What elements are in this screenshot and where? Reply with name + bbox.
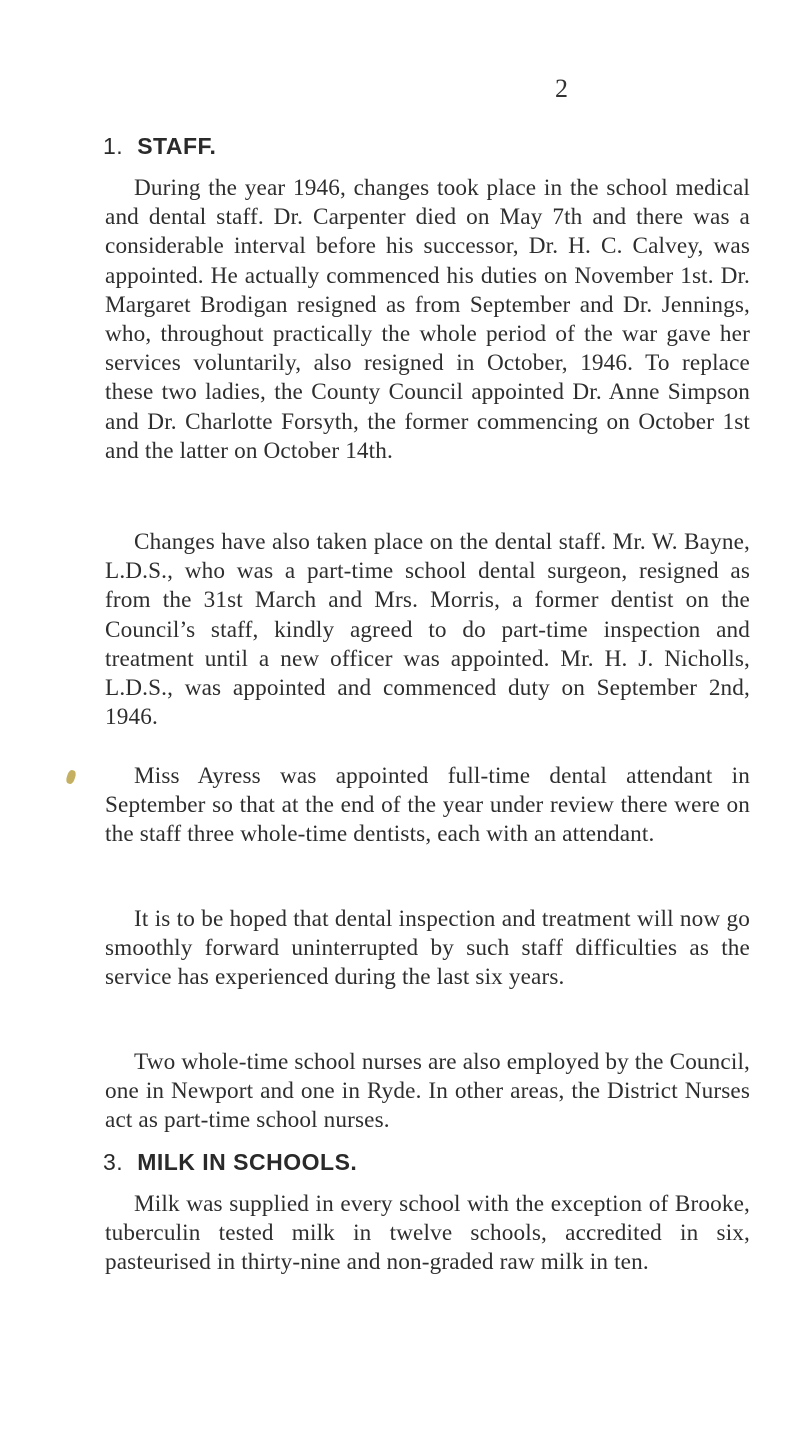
staff-section-heading (103, 135, 216, 158)
staff-paragraph-1: During the year 1946, changes took place in the school medical and dental staff. Dr. Carpenter died on May 7th and there was a considerable interval before his successor, Dr. H. C. Calvey, was appointed. He actually commenced his duties on November 1st. Dr. Margaret Brodigan resigned as from September and Dr. Jennings, who, throughout practically the whole period of the war gave her services voluntarily, also resigned in October, 1946. To replace these two ladies, the County Council appointed Dr. Anne Simpson and Dr. Charlotte Forsyth, the former commencing on October 1st and the latter on October 14th. (105, 175, 750, 464)
milk-paragraph-1: Milk was supplied in every school with the exception of Brooke, tuberculin tested milk in twelve schools, accredited in six, pasteurised in thirty-nine and non-graded raw milk in ten. (105, 1191, 750, 1276)
page-number: 2 (555, 74, 568, 103)
milk-section-heading (103, 1151, 357, 1174)
milk-section-title: MILK IN SCHOOLS. (137, 1149, 358, 1175)
milk-section-number: 3. (103, 1149, 124, 1175)
paper-stain-mark (65, 769, 77, 785)
staff-section-title: STAFF. (137, 133, 217, 159)
staff-paragraph-5: Two whole-time school nurses are also employed by the Council, one in Newport and one in Ryde. In other areas, the District Nurses act as part-time school nurses. (105, 1049, 750, 1134)
staff-paragraph-2: Changes have also taken place on the dental staff. Mr. W. Bayne, L.D.S., who was a part-time school dental surgeon, resigned as from the 31st March and Mrs. Morris, a former dentist on the Council’s staff, kindly agreed to do part-time inspection and treatment until a new officer was appointed. Mr. H. J. Nicholls, L.D.S., was appointed and commenced duty on September 2nd, 1946. (105, 529, 750, 731)
staff-section-number: 1. (103, 133, 124, 159)
staff-paragraph-4: It is to be hoped that dental inspection and treatment will now go smoothly forward uninterrupted by such staff difficulties as the service has experienced during the last six years. (105, 906, 750, 991)
staff-paragraph-3: Miss Ayress was appointed full-time dental attendant in September so that at the end of the year under review there were on the staff three whole-time dentists, each with an attendant. (105, 763, 750, 848)
